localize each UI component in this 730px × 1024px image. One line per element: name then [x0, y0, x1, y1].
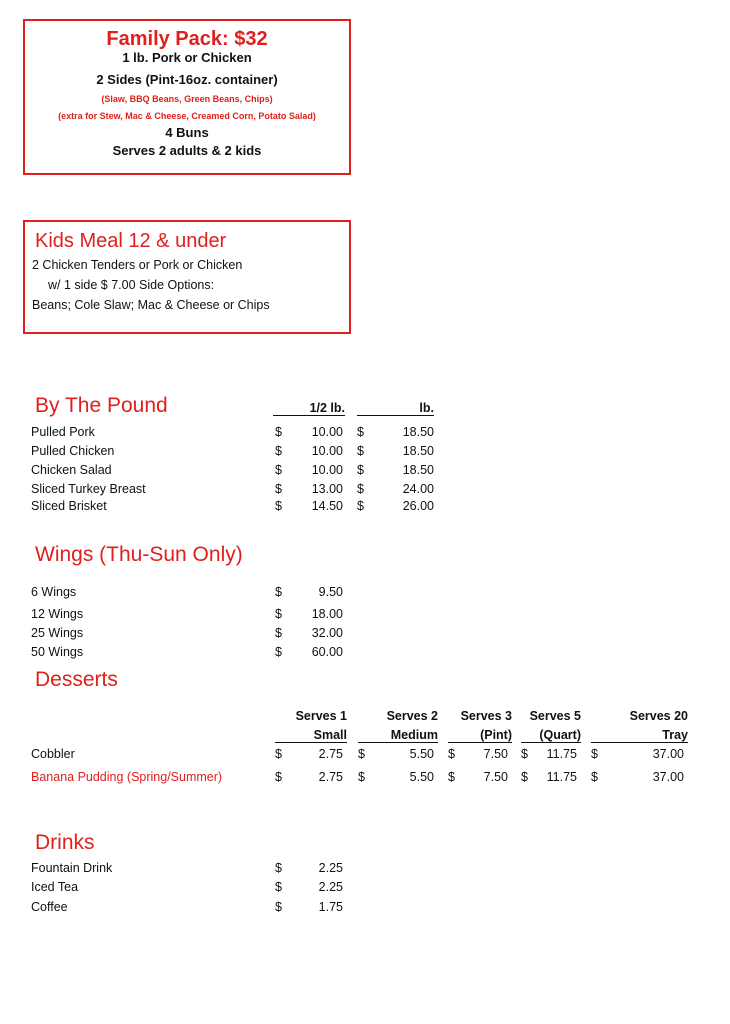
dessert-header-bottom: Small	[275, 728, 347, 743]
dessert-header-top: Serves 20	[629, 709, 688, 723]
dollar-sign: $	[275, 770, 282, 784]
dessert-header-top: Serves 2	[386, 709, 438, 723]
dollar-sign: $	[275, 607, 282, 621]
dollar-sign: $	[275, 499, 282, 513]
wings-item-name: 25 Wings	[31, 626, 84, 640]
pound-half-price: 10.00	[311, 425, 343, 439]
dessert-price: 37.00	[652, 770, 684, 784]
wings-price: 32.00	[311, 626, 343, 640]
wings-price: 9.50	[318, 585, 343, 599]
pound-half-price: 14.50	[311, 499, 343, 513]
dessert-header-bottom: Tray	[591, 728, 688, 743]
family-pack-title: Family Pack: $32	[106, 28, 268, 50]
family-pack-line-5: 4 Buns	[165, 125, 209, 140]
wings-item-name: 12 Wings	[31, 607, 84, 621]
drink-price: 1.75	[318, 900, 343, 914]
pound-full-price: 26.00	[402, 499, 434, 513]
wings-price: 60.00	[311, 645, 343, 659]
dollar-sign: $	[521, 747, 528, 761]
kids-meal-line-1: 2 Chicken Tenders or Pork or Chicken	[32, 258, 243, 272]
by-the-pound-title: By The Pound	[35, 394, 168, 417]
kids-meal-line-3: Beans; Cole Slaw; Mac & Cheese or Chips	[32, 298, 270, 312]
dollar-sign: $	[275, 861, 282, 875]
drink-item-name: Fountain Drink	[31, 861, 113, 875]
dollar-sign: $	[448, 747, 455, 761]
dessert-header-bottom: (Quart)	[521, 728, 581, 743]
family-pack-line-4: (extra for Stew, Mac & Cheese, Creamed Corn, Potato Salad)	[58, 111, 316, 121]
pound-full-price: 18.50	[402, 463, 434, 477]
drinks-title: Drinks	[35, 831, 95, 854]
family-pack-line-2: 2 Sides (Pint-16oz. container)	[96, 72, 278, 87]
family-pack-line-1: 1 lb. Pork or Chicken	[122, 50, 252, 65]
drink-item-name: Coffee	[31, 900, 68, 914]
dollar-sign: $	[275, 645, 282, 659]
half-lb-header: 1/2 lb.	[273, 401, 345, 416]
dessert-header-bottom: (Pint)	[448, 728, 512, 743]
dollar-sign: $	[275, 463, 282, 477]
drink-price: 2.25	[318, 880, 343, 894]
desserts-title: Desserts	[35, 668, 118, 691]
dollar-sign: $	[448, 770, 455, 784]
dessert-header-top: Serves 3	[460, 709, 512, 723]
pound-half-price: 10.00	[311, 444, 343, 458]
wings-title: Wings (Thu-Sun Only)	[35, 543, 243, 566]
family-pack-box	[23, 19, 351, 175]
pound-full-price: 24.00	[402, 482, 434, 496]
full-lb-header: lb.	[357, 401, 434, 416]
dessert-price: 5.50	[409, 747, 434, 761]
dessert-price: 5.50	[409, 770, 434, 784]
dollar-sign: $	[275, 444, 282, 458]
kids-meal-box	[23, 220, 351, 334]
pound-half-price: 13.00	[311, 482, 343, 496]
kids-meal-title: Kids Meal 12 & under	[35, 230, 227, 252]
drink-item-name: Iced Tea	[31, 880, 79, 894]
pound-item-name: Sliced Brisket	[31, 499, 107, 513]
dessert-price: 11.75	[546, 747, 577, 761]
family-pack-line-3: (Slaw, BBQ Beans, Green Beans, Chips)	[101, 94, 273, 104]
pound-half-price: 10.00	[311, 463, 343, 477]
dollar-sign: $	[357, 444, 364, 458]
drink-price: 2.25	[318, 861, 343, 875]
dollar-sign: $	[357, 425, 364, 439]
pound-item-name: Pulled Pork	[31, 425, 95, 439]
dollar-sign: $	[275, 425, 282, 439]
dollar-sign: $	[591, 770, 598, 784]
dollar-sign: $	[275, 626, 282, 640]
pound-full-price: 18.50	[402, 444, 434, 458]
wings-item-name: 50 Wings	[31, 645, 84, 659]
dollar-sign: $	[275, 482, 282, 496]
dessert-price: 7.50	[483, 747, 508, 761]
dollar-sign: $	[591, 747, 598, 761]
kids-meal-line-2: w/ 1 side $ 7.00 Side Options:	[48, 278, 215, 292]
dessert-price: 7.50	[483, 770, 508, 784]
dollar-sign: $	[275, 900, 282, 914]
dollar-sign: $	[358, 770, 365, 784]
dessert-header-top: Serves 1	[295, 709, 347, 723]
dessert-item-name: Cobbler	[31, 747, 75, 761]
dessert-item-name: Banana Pudding (Spring/Summer)	[31, 770, 223, 784]
pound-full-price: 18.50	[402, 425, 434, 439]
dessert-header-top: Serves 5	[529, 709, 581, 723]
dessert-price: 37.00	[652, 747, 684, 761]
dessert-price: 11.75	[546, 770, 577, 784]
family-pack-line-6: Serves 2 adults & 2 kids	[112, 143, 262, 158]
dollar-sign: $	[275, 880, 282, 894]
dollar-sign: $	[358, 747, 365, 761]
wings-price: 18.00	[311, 607, 343, 621]
dollar-sign: $	[357, 499, 364, 513]
dollar-sign: $	[357, 482, 364, 496]
pound-item-name: Sliced Turkey Breast	[31, 482, 146, 496]
dollar-sign: $	[357, 463, 364, 477]
dollar-sign: $	[521, 770, 528, 784]
dessert-header-bottom: Medium	[358, 728, 438, 743]
wings-item-name: 6 Wings	[31, 585, 77, 599]
dollar-sign: $	[275, 747, 282, 761]
dollar-sign: $	[275, 585, 282, 599]
pound-item-name: Chicken Salad	[31, 463, 112, 477]
pound-item-name: Pulled Chicken	[31, 444, 115, 458]
dessert-price: 2.75	[318, 770, 343, 784]
dessert-price: 2.75	[318, 747, 343, 761]
